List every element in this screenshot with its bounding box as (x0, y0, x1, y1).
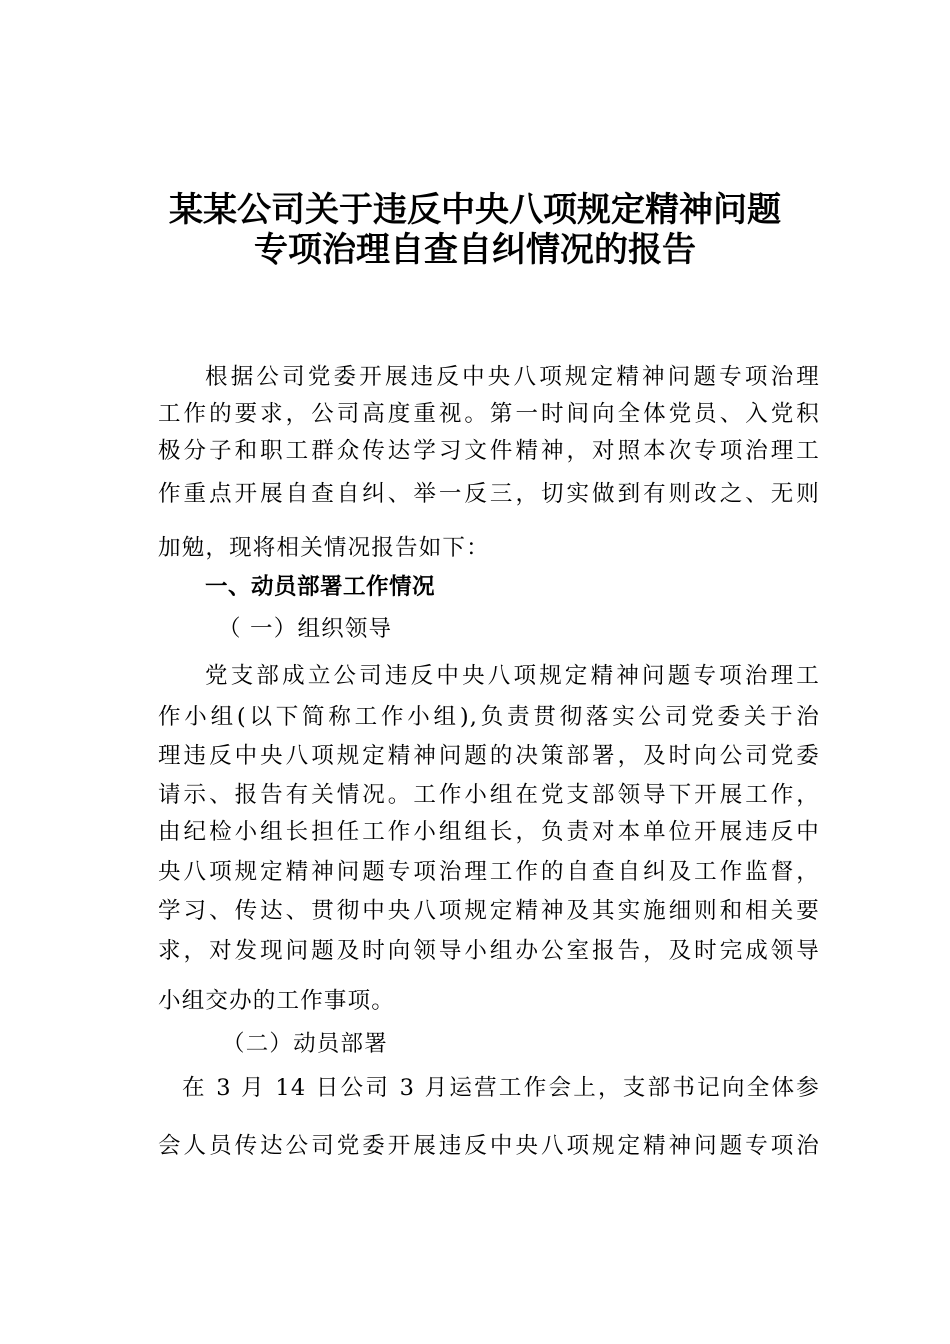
intro-line: 工作的要求，公司高度重视。第一时间向全体党员、入党积 (158, 401, 820, 427)
body-line: 理违反中央八项规定精神问题的决策部署，及时向公司党委 (158, 743, 820, 769)
section-heading: 一、动员部署工作情况 (205, 574, 436, 600)
document-title-line-2: 专项治理自查自纠情况的报告 (254, 230, 696, 270)
body-line: 在 3 月 14 日公司 3 月运营工作会上，支部书记向全体参 (182, 1075, 820, 1101)
body-line: 央八项规定精神问题专项治理工作的自查自纠及工作监督， (158, 859, 820, 885)
intro-line: 作重点开展自查自纠、举一反三，切实做到有则改之、无则 (158, 481, 820, 507)
body-line: 求，对发现问题及时向领导小组办公室报告，及时完成领导 (158, 938, 820, 964)
body-line: 请示、报告有关情况。工作小组在党支部领导下开展工作， (158, 782, 820, 808)
body-line: 学习、传达、贯彻中央八项规定精神及其实施细则和相关要 (158, 898, 820, 924)
intro-line: 极分子和职工群众传达学习文件精神，对照本次专项治理工 (158, 438, 820, 464)
body-line: 由纪检小组长担任工作小组组长，负责对本单位开展违反中 (158, 819, 820, 845)
subsection-heading: （ 一）组织领导 (218, 616, 393, 642)
intro-line: 根据公司党委开展违反中央八项规定精神问题专项治理 (205, 364, 820, 390)
intro-line: 加勉，现将相关情况报告如下： (158, 535, 490, 561)
body-line: 会人员传达公司党委开展违反中央八项规定精神问题专项治 (158, 1133, 820, 1159)
subsection-heading: （二）动员部署 (222, 1031, 388, 1057)
body-line: 党支部成立公司违反中央八项规定精神问题专项治理工 (205, 663, 820, 689)
document-title-line-1: 某某公司关于违反中央八项规定精神问题 (169, 190, 781, 230)
body-line: 作小组(以下简称工作小组),负责贯彻落实公司党委关于治 (158, 704, 820, 730)
body-line: 小组交办的工作事项。 (158, 988, 396, 1014)
